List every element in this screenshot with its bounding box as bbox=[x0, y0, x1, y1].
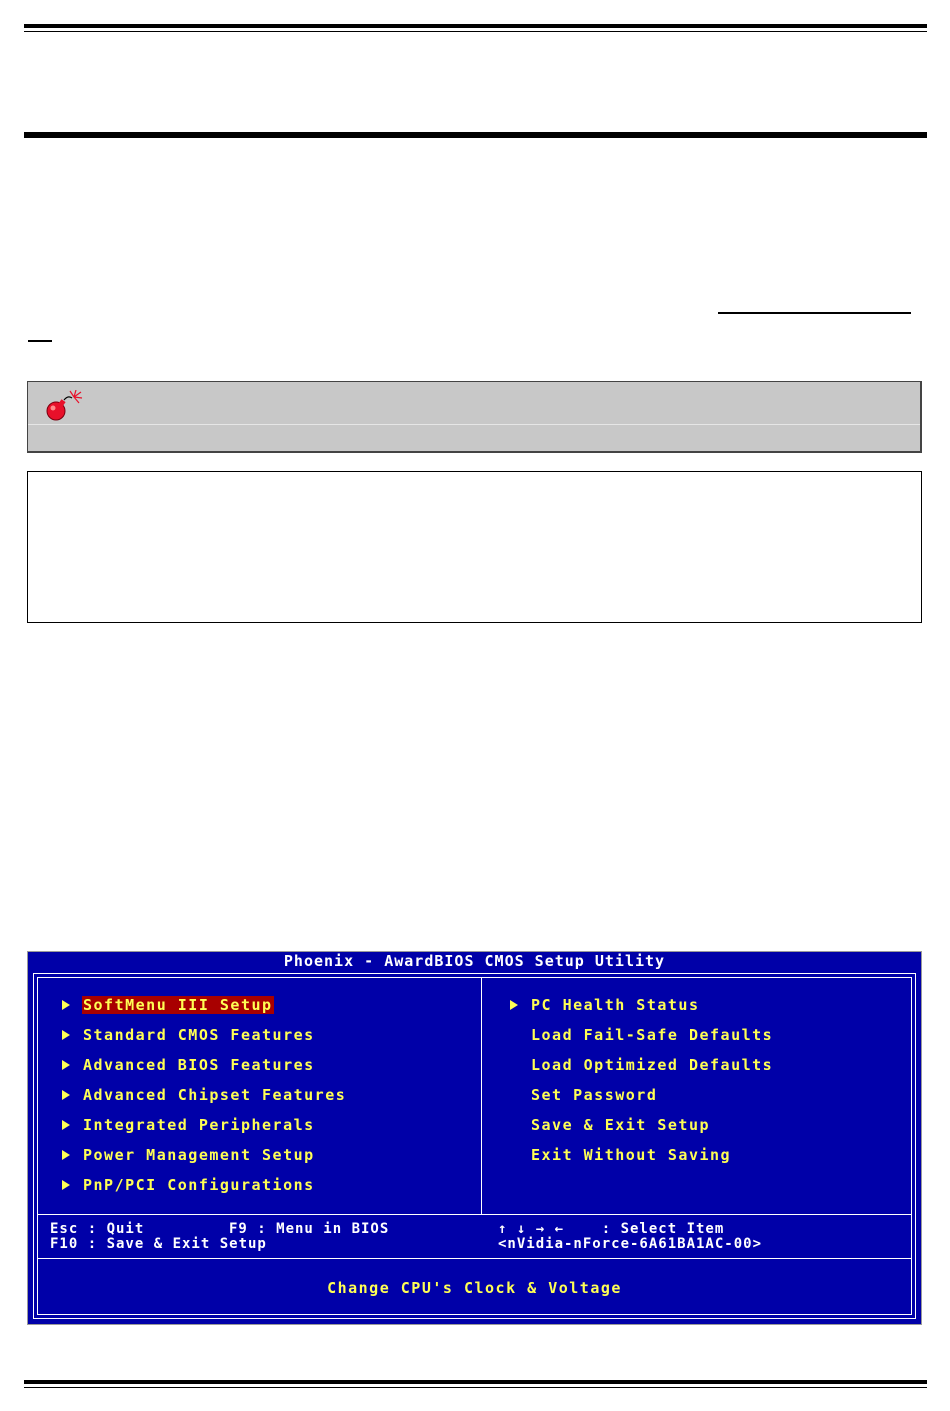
underline-fragment bbox=[718, 312, 911, 314]
menu-item-advanced-bios[interactable]: Advanced BIOS Features bbox=[83, 1056, 315, 1074]
help-divider bbox=[37, 1214, 912, 1215]
bios-setup-screen bbox=[27, 951, 922, 1325]
submenu-arrow-icon bbox=[62, 1120, 70, 1130]
bios-id-string: <nVidia-nForce-6A61BA1AC-00> bbox=[498, 1236, 763, 1252]
submenu-arrow-icon bbox=[62, 1000, 70, 1010]
header-rule-thin bbox=[24, 31, 927, 32]
menu-item-softmenu[interactable] bbox=[82, 996, 274, 1014]
menu-divider bbox=[481, 977, 482, 1214]
menu-item-set-password[interactable]: Set Password bbox=[531, 1086, 658, 1104]
menu-item-integrated-peripherals[interactable]: Integrated Peripherals bbox=[83, 1116, 315, 1134]
status-divider bbox=[37, 1258, 912, 1259]
submenu-arrow-icon bbox=[62, 1150, 70, 1160]
help-f10-save: F10 : Save & Exit Setup bbox=[50, 1236, 267, 1252]
submenu-arrow-icon bbox=[62, 1090, 70, 1100]
menu-item-save-exit[interactable]: Save & Exit Setup bbox=[531, 1116, 711, 1134]
caution-box bbox=[27, 381, 922, 453]
help-esc-quit: Esc : Quit bbox=[50, 1221, 145, 1237]
footer-rule-thin bbox=[24, 1387, 927, 1388]
menu-item-pnp-pci[interactable]: PnP/PCI Configurations bbox=[83, 1176, 315, 1194]
menu-item-standard-cmos[interactable]: Standard CMOS Features bbox=[83, 1026, 315, 1044]
bios-title: Phoenix - AwardBIOS CMOS Setup Utility bbox=[283, 952, 666, 970]
submenu-arrow-icon bbox=[62, 1180, 70, 1190]
note-box bbox=[27, 471, 922, 623]
submenu-arrow-icon bbox=[510, 1000, 518, 1010]
menu-item-exit-without-saving[interactable]: Exit Without Saving bbox=[531, 1146, 732, 1164]
status-line: Change CPU's Clock & Voltage bbox=[327, 1279, 622, 1297]
section-rule bbox=[24, 132, 927, 138]
submenu-arrow-icon bbox=[62, 1030, 70, 1040]
bomb-icon bbox=[42, 390, 84, 422]
menu-item-load-failsafe[interactable]: Load Fail-Safe Defaults bbox=[531, 1026, 774, 1044]
submenu-arrow-icon bbox=[62, 1060, 70, 1070]
footer-rule bbox=[24, 1380, 927, 1384]
menu-item-label: SoftMenu III Setup bbox=[83, 996, 273, 1014]
menu-item-load-optimized[interactable]: Load Optimized Defaults bbox=[531, 1056, 774, 1074]
help-select-item: ↑ ↓ → ← : Select Item bbox=[498, 1221, 725, 1237]
help-f9-menu: F9 : Menu in BIOS bbox=[229, 1221, 390, 1237]
menu-item-pc-health[interactable]: PC Health Status bbox=[531, 996, 700, 1014]
menu-item-power-management[interactable]: Power Management Setup bbox=[83, 1146, 315, 1164]
underline-fragment bbox=[28, 340, 52, 342]
caution-separator bbox=[28, 424, 920, 425]
menu-item-advanced-chipset[interactable]: Advanced Chipset Features bbox=[83, 1086, 347, 1104]
header-rule bbox=[24, 24, 927, 28]
